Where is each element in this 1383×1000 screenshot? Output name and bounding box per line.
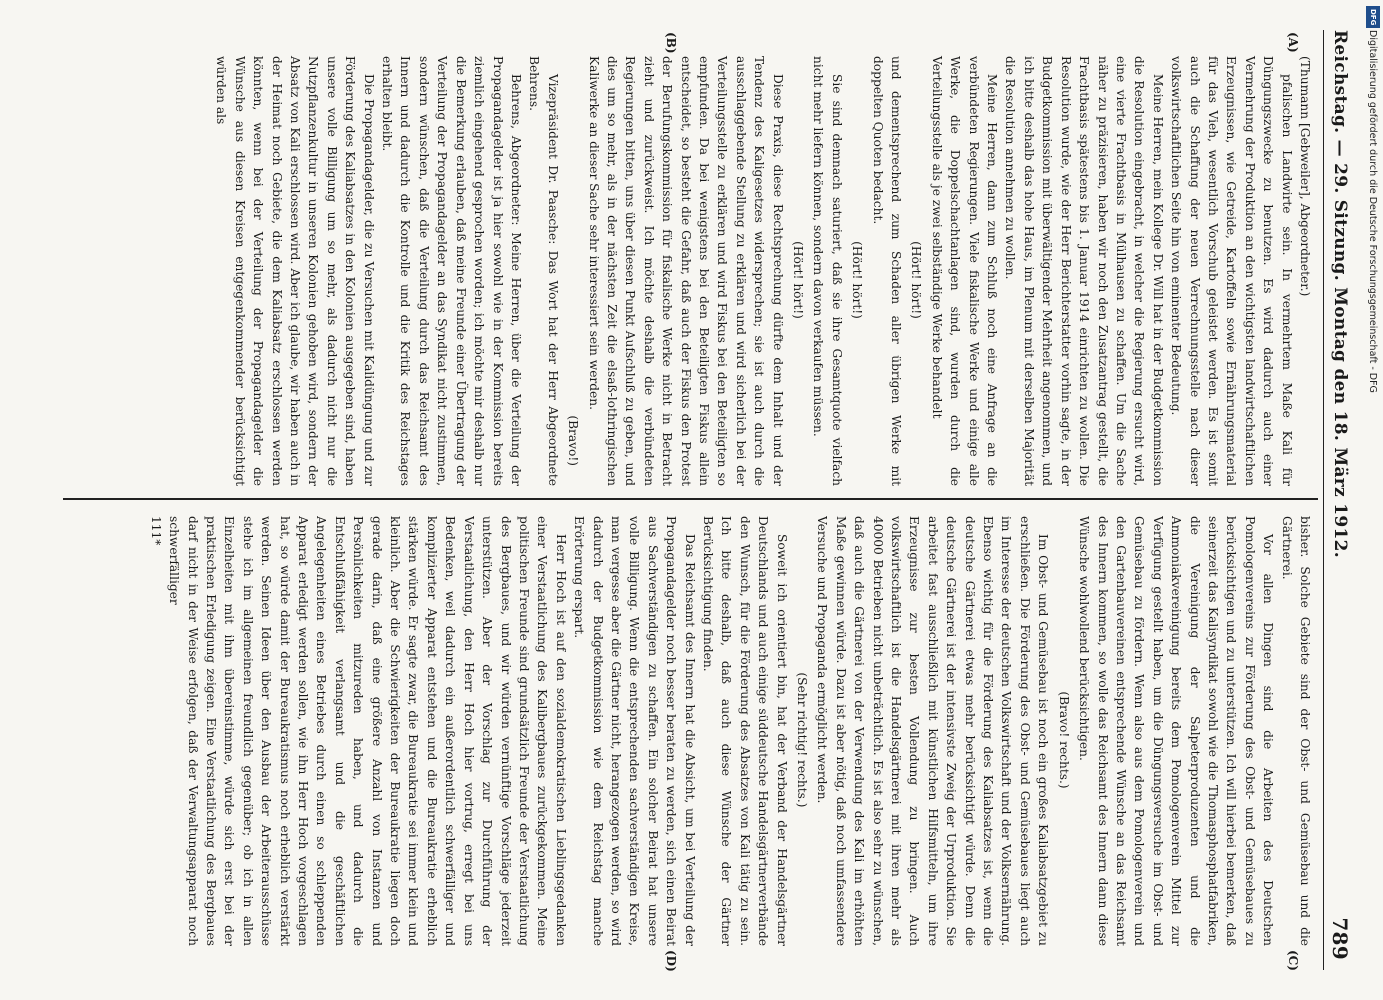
paragraph: Sie sind demnach saturiert, daß sie ihre Gesamtquote vielfach nicht mehr liefern können, sondern davon verkaufen müssen. xyxy=(811,56,844,486)
paragraph: bisher. Solche Gebiete sind der Obst- und Gemüsebau und die Gärtnerei. xyxy=(1279,516,1312,946)
paragraph: pfalischen Landwirte sein. In vermehrtem Maße Kali für Düngungszwecke zu benutzen. Es wird dadurch auch einer Vermehrung der Produktion an den wichtigsten landwirtschaftlichen Erzeugnissen, wie Getreide, Kartoffeln sowie Ernährungsmaterial für das Vieh, wesentlich Vorschub geleistet werden. Es ist somit auch die Schaffung der neuen Verrechnungsstelle nach dieser volkswirtschaftlichen Seite hin von eminenter Bedeutung. xyxy=(1169,56,1294,486)
paragraph: (Thumann [Gebweiler], Abgeordneter.) xyxy=(1298,56,1312,297)
page-number: 789 xyxy=(1328,917,1352,960)
header-title: Reichstag. — 29. Sitzung. Montag den 18. März 1912. xyxy=(1330,30,1350,558)
margin-marker-c: (C) xyxy=(1286,950,1300,971)
margin-marker-b: (B) xyxy=(664,32,678,54)
paragraph: Das Reichsamt des Innern hat die Absicht, um bei Verteilung der Propagandagelder noch besser beraten zu werden, sich einen Beirat aus Sachverständigen zu schaffen. Ein solcher Beirat hat unsere volle Billigung. Wenn die entsprechenden sachverständigen Kreise, man vergesse aber die Gärtner nicht, herangezogen werden, so wird dadurch der Budgetkommission wie dem Reichstag manche Erörterung erspart. xyxy=(572,516,697,946)
stage-direction: (Sehr richtig! rechts.) xyxy=(795,672,810,808)
margin-marker-d: (D) xyxy=(664,950,678,972)
paragraph: 111* xyxy=(148,516,163,546)
right-text-column xyxy=(64,516,1314,970)
paragraph: Die Propagandagelder, die zu Versuchen mit Kalidüngung und zur Förderung des Kaliabsatzes in den Kolonien ausgegeben sind, haben unsere volle Billigung um so mehr, als dadurch nicht nur die Nutzpflanzenkultur in unseren Kolonien gehoben wird, sondern der Absatz von Kali erschlossen wird. Aber ich glaube, wir haben auch in der Heimat noch Gebiete, die dem Kaliabsatz erschlossen werden könnten, wenn bei der Verteilung der Propagandagelder die Wünsche aus diesen Kreisen entgegenkommender berücksichtigt würden als xyxy=(214,56,376,486)
paragraph: Meine Herren, mein Kollege Dr. Will hat in der Budgetkommission die Resolution eingebracht, in welcher die Regierung ersucht wird, eine vierte Frachtbasis in Mülhausen zu schaffen. Um die Sache näher zu präzisieren, haben wir noch den Zusatzantrag gestellt, die Frachtbasis spätestens bis 1. Januar 1914 einrichten zu wollen. Die Resolution wurde, wie der Herr Berichterstatter vorhin sagte, in der Budgetkommission mit überwältigender Mehrheit angenommen, und ich bitte deshalb das hohe Haus, im Plenum mit derselben Majorität die Resolution annehmen zu wollen. xyxy=(1003,56,1165,486)
page-header xyxy=(1323,30,1358,970)
margin-marker-a: (A) xyxy=(1286,32,1300,53)
rotated-page xyxy=(58,30,1358,970)
stage-direction: (Hört! hört!) xyxy=(791,241,806,319)
column-divider xyxy=(63,498,1318,500)
paragraph: Vizepräsident Dr. Paasche: Das Wort hat der Herr Abgeordnete Behrens. xyxy=(527,56,560,486)
paragraph: Soweit ich orientiert bin, hat der Verband der Handelsgärtner Deutschlands und auch einige süddeutsche Handelsgärtnerverbände den Wunsch, für die Förderung des Absatzes von Kali tätig zu sein. Ich bitte deshalb, daß auch diese Wünsche der Gärtner Berücksichtigung finden. xyxy=(701,516,789,946)
paragraph: Vor allen Dingen sind die Arbeiten des Deutschen Pomologenvereins zur Förderung des Obst- und Gemüsebaues zu berücksichtigen und zu unterstützen. Ich will hierbei bemerken, daß seinerzeit das Kalisyndikat sowohl wie die Thomasphosphatfabriken, die Vereinigung der Salpeterproduzenten und die Ammoniakvereinigung bereits dem Pomologenverein Mittel zur Verfügung gestellt haben, um die Düngungsversuche im Obst- und Gemüsebau zu fördern. Wenn also aus dem Pomologenverein und den Gartenbauvereinen entsprechende Wünsche an das Reichsamt des Innern kommen, so wolle das Reichsamt des Innern dann diese Wünsche wohlwollend berücksichtigen. xyxy=(1077,516,1276,946)
paragraph: Im Obst- und Gemüsebau ist noch ein großes Kaliabsatzgebiet zu erschließen. Die Förderung des Obst- und Gemüsebaues liegt auch im Interesse der deutschen Volkswirtschaft und der Volksernährung. Ebenso wichtig für die Förderung des Kaliabsatzes ist, wenn die deutsche Gärtnerei etwas mehr berücksichtigt würde. Denn die deutsche Gärtnerei ist der intensivste Zweig der Urproduktion. Sie arbeitet fast ausschließlich mit künstlichen Hilfsmitteln, um ihre Erzeugnisse zur besten Vollendung zu bringen. Auch volkswirtschaftlich ist die Handelsgärtnerei mit ihren mehr als 40000 Betrieben nicht unbeträchtlich. Es ist also sehr zu wünschen, daß auch die Gärtnerei von der Verwendung des Kali im erhöhten Maße gewinnen würde. Dazu ist aber nötig, daß noch umfassendere Versuche und Propaganda ermöglicht werden. xyxy=(815,516,1051,946)
dfg-logo: DFG xyxy=(1366,6,1380,28)
left-text-column xyxy=(64,30,1314,486)
paragraph: Behrens, Abgeordneter: Meine Herren, über die Verteilung der Propagandagelder ist ja hier sowohl wie in der Kommission bereits ziemlich eingehend gesprochen worden; ich möchte mir deshalb nur die Bemerkung erlauben, daß meine Freunde einer Übertragung der Verteilung der Propagandagelder an das Syndikat nicht zustimmen, sondern wünschen, daß die Verteilung durch das Reichsamt des Innern und dadurch die Kontrolle und die Kritik des Reichstages erhalten bleibt. xyxy=(380,56,523,486)
stage-direction: (Hört! hört!) xyxy=(909,241,924,319)
paragraph: Diese Praxis, diese Rechtsprechung dürfte dem Inhalt und der Tendenz des Kaligesetzes widersprechen; sie ist auch durch die ausschlaggebende Stellung zu erklären und wird sicherlich bei der Verteilungsstelle zu erklären und wird Fiskus bei den Beteiligten so empfunden. Da bei wenigstens bei den Beteiligten Fiskus allein entscheidet, so besteht die Gefahr, daß auch der Fiskus den Protest der Berufungskommission für fiskalische Werke nicht in Betracht zieht und zurückweist. Ich möchte deshalb die verbündeten Regierungen bitten, uns über diesen Punkt Aufschluß zu geben, und dies um so mehr, als in der nächsten Zeit die elsaß-lothringischen Kaliwerke an dieser Sache sehr interessiert sein werden. xyxy=(586,56,785,486)
stage-direction: (Hört! hört!) xyxy=(850,241,865,319)
paragraph: Herr Hoch ist auf den sozialdemokratischen Lieblingsgedanken einer Verstaatlichung des Kalibergbaues zurückgekommen. Meine politischen Freunde sind grundsätzlich Freunde der Verstaatlichung des Bergbaues, und wir würden vernünftige Vorschläge jederzeit unterstützen. Aber der Vorschlag zur Durchführung der Verstaatlichung, den Herr Hoch hier vortrug, erregt bei uns Bedenken, weil dadurch ein außerordentlich schwerfälliger und komplizierter Apparat entstehen und die Bureaukratie erheblich stärken würde. Er sagte zwar, die Bureaukratie sei immer klein und kleinlich. Aber die Schwierigkeiten der Bureaukratie liegen doch gerade darin, daß eine größere Anzahl von Instanzen und Persönlichkeiten mitzureden haben, und dadurch die Entschlußfähigkeit verlangsamt und die geschäftlichen Angelegenheiten eines Betriebes durch einen so schleppenden Apparat erledigt werden sollen, wie ihn Herr Hoch vorgeschlagen hat, so würde damit der Bureaukratismus noch erheblich verstärkt werden. Seinen Ideen über den Ausbau der Arbeiterausschüsse stehe ich im allgemeinen freundlich gegenüber; ob ich in allen Einzelheiten mit ihm übereinstimme, würde sich erst bei der praktischen Erledigung zeigen. Eine Verstaatlichung des Bergbaues darf nicht in der Weise erfolgen, daß der Verwaltungsapparat noch schwerfälliger xyxy=(167,516,568,946)
paragraph: und dementsprechend zum Schaden aller übrigen Werke mit doppelten Quoten bedacht. xyxy=(870,56,904,486)
stage-direction: (Bravo!) xyxy=(566,415,581,466)
digitization-credit: Digitalisierung gefördert durch die Deutsche Forschungsgemeinschaft - DFG xyxy=(1367,30,1378,393)
paragraph: Meine Herren, dann zum Schluß noch eine Anfrage an die verbündeten Regierungen. Viele fiskalische Werke und einige alle Werke, die Doppelschachtanlagen sind, wurden durch die Verteilungsstelle als je zwei selbständige Werke behandelt xyxy=(929,56,1000,486)
stage-direction: (Bravo! rechts.) xyxy=(1056,691,1071,789)
